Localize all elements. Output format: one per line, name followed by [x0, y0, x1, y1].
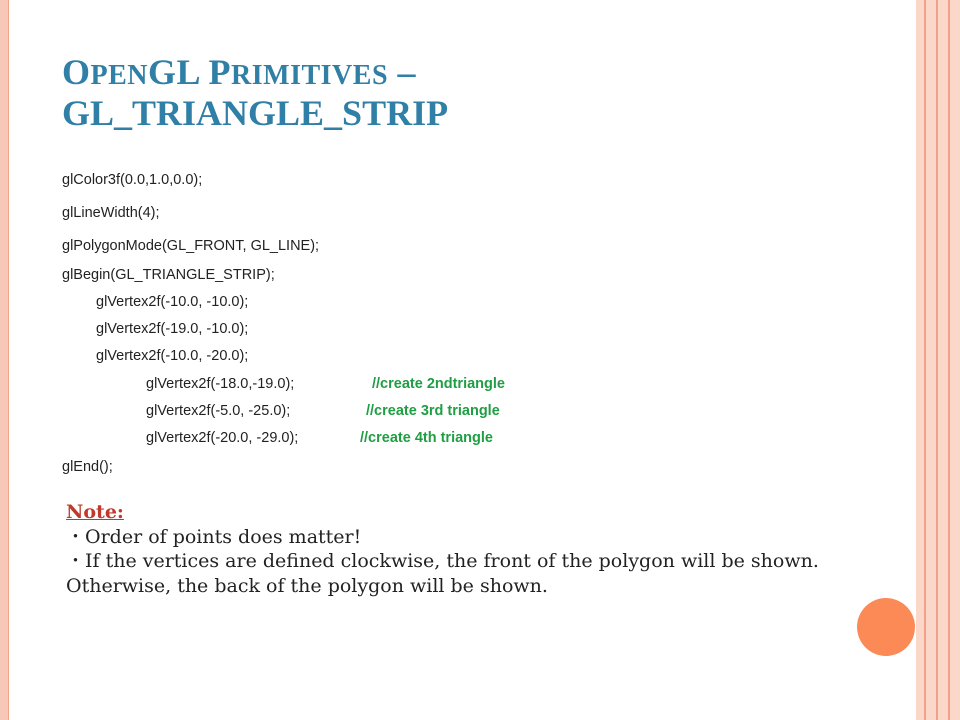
- note-bullet: ・If the vertices are defined clockwise, the front of the polygon will be shown. Otherwise, the back of the polygon will be shown.: [66, 550, 819, 598]
- code-line: glVertex2f(-10.0, -10.0);: [96, 294, 249, 310]
- code-line: glColor3f(0.0,1.0,0.0);: [62, 172, 203, 188]
- title-line-2: GL_TRIANGLE_STRIP: [62, 93, 449, 134]
- code-line: glBegin(GL_TRIANGLE_STRIP);: [62, 267, 275, 283]
- title-part: –: [388, 52, 417, 92]
- right-decorative-panel: [916, 0, 960, 720]
- code-comment: //create 2ndtriangle: [372, 376, 505, 392]
- code-line: glVertex2f(-20.0, -29.0);: [146, 430, 299, 446]
- note-box: [66, 500, 826, 599]
- panel-stripe: [948, 0, 950, 720]
- panel-stripe: [924, 0, 926, 720]
- left-frame-strip: [0, 0, 8, 720]
- title-part: RIMITIVES: [231, 60, 389, 91]
- code-line: glVertex2f(-18.0,-19.0);: [146, 376, 295, 392]
- code-line: glEnd();: [62, 459, 113, 475]
- code-line: glVertex2f(-10.0, -20.0);: [96, 348, 249, 364]
- title-part: O: [62, 52, 91, 92]
- title-line-1: [62, 52, 882, 93]
- code-line: glLineWidth(4);: [62, 205, 160, 221]
- code-comment: //create 3rd triangle: [366, 403, 500, 419]
- title-part: PEN: [90, 60, 149, 91]
- note-label: Note:: [66, 501, 124, 523]
- accent-circle: [857, 598, 915, 656]
- panel-stripe: [936, 0, 938, 720]
- code-line: glPolygonMode(GL_FRONT, GL_LINE);: [62, 238, 320, 254]
- code-line: glVertex2f(-5.0, -25.0);: [146, 403, 291, 419]
- slide-title: [62, 52, 882, 135]
- note-bullet: ・Order of points does matter!: [66, 525, 362, 548]
- title-part: GL P: [148, 52, 232, 92]
- code-comment: //create 4th triangle: [360, 430, 493, 446]
- code-line: glVertex2f(-19.0, -10.0);: [96, 321, 249, 337]
